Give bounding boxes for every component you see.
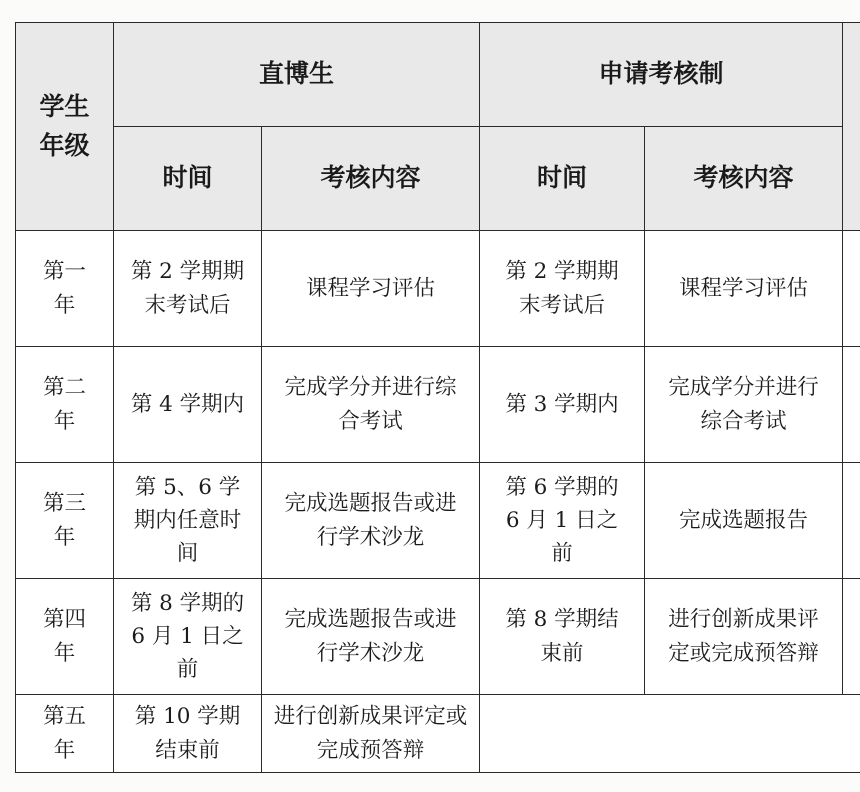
- cell-direct-content: [262, 695, 480, 773]
- header-row-groups: [16, 23, 860, 127]
- cell-clipped: [843, 347, 860, 463]
- cell-direct-time-text: 第 8 学期的 6 月 1 日之前: [130, 590, 245, 683]
- cell-direct-content-text: 完成选题报告或进行学术沙龙: [284, 607, 457, 666]
- cell-direct-time: [114, 579, 262, 695]
- cell-clipped: [843, 579, 860, 695]
- header-direct-phd: 直博生: [114, 23, 480, 127]
- cell-direct-content-text: 完成学分并进行综合考试: [284, 375, 457, 434]
- cell-apply-time: [480, 579, 645, 695]
- cell-direct-time: [114, 347, 262, 463]
- cell-direct-time-text: 第 4 学期内: [130, 391, 245, 417]
- cell-direct-content-text: 进行创新成果评定或完成预答辩: [273, 704, 468, 763]
- cell-apply-content-text: 进行创新成果评定或完成预答辩: [668, 607, 819, 666]
- cell-apply-time: 第 3 学期内: [480, 347, 645, 463]
- header-clipped-extra: [843, 23, 860, 231]
- cell-year: [16, 347, 114, 463]
- assessment-schedule-table: [15, 22, 860, 773]
- cell-year: [16, 231, 114, 347]
- header-apply-time: 时间: [480, 127, 645, 231]
- table-row: [16, 463, 860, 579]
- header-student-grade-text: 学生年级: [39, 91, 90, 160]
- cell-direct-time-text: 第 5、6 学期内任意时间: [133, 474, 242, 567]
- cell-empty: [480, 695, 860, 773]
- cell-year-text: 第四年: [42, 607, 86, 666]
- cell-clipped: [843, 463, 860, 579]
- table-row: [16, 231, 860, 347]
- header-direct-time: 时间: [114, 127, 262, 231]
- cell-direct-time: [114, 231, 262, 347]
- header-application-review: 申请考核制: [480, 23, 843, 127]
- cell-direct-time-text: 第 2 学期期末考试后: [130, 259, 245, 318]
- cell-clipped: [843, 231, 860, 347]
- header-row-sub: [16, 127, 860, 231]
- header-apply-content: 考核内容: [645, 127, 843, 231]
- table-row: [16, 695, 860, 773]
- cell-direct-content: [262, 463, 480, 579]
- cell-apply-content: 完成选题报告: [645, 463, 843, 579]
- cell-direct-content: [262, 579, 480, 695]
- cell-apply-time-text: 第 6 学期的 6 月 1 日之前: [505, 474, 619, 567]
- cell-apply-content: [645, 579, 843, 695]
- cell-year-text: 第三年: [42, 491, 86, 550]
- cell-year: [16, 463, 114, 579]
- cell-year-text: 第五年: [42, 704, 86, 763]
- header-student-grade: [16, 23, 114, 231]
- cell-year-text: 第一年: [42, 259, 86, 318]
- cell-direct-content: 课程学习评估: [262, 231, 480, 347]
- cell-year-text: 第二年: [42, 375, 86, 434]
- cell-direct-time: [114, 463, 262, 579]
- cell-direct-time-text: 第 10 学期结束前: [134, 704, 241, 763]
- header-direct-content: 考核内容: [262, 127, 480, 231]
- table-row: [16, 347, 860, 463]
- cell-year: [16, 695, 114, 773]
- cell-direct-time: [114, 695, 262, 773]
- cell-direct-content-text: 完成选题报告或进行学术沙龙: [284, 491, 457, 550]
- cell-apply-time: [480, 231, 645, 347]
- cell-apply-content: 课程学习评估: [645, 231, 843, 347]
- cell-apply-content-text: 完成学分并进行综合考试: [668, 375, 819, 434]
- table-row: [16, 579, 860, 695]
- cell-apply-time: [480, 463, 645, 579]
- cell-direct-content: [262, 347, 480, 463]
- cell-apply-time-text: 第 2 学期期末考试后: [505, 259, 619, 318]
- cell-apply-time-text: 第 8 学期结束前: [505, 607, 619, 666]
- cell-apply-content: [645, 347, 843, 463]
- cell-year: [16, 579, 114, 695]
